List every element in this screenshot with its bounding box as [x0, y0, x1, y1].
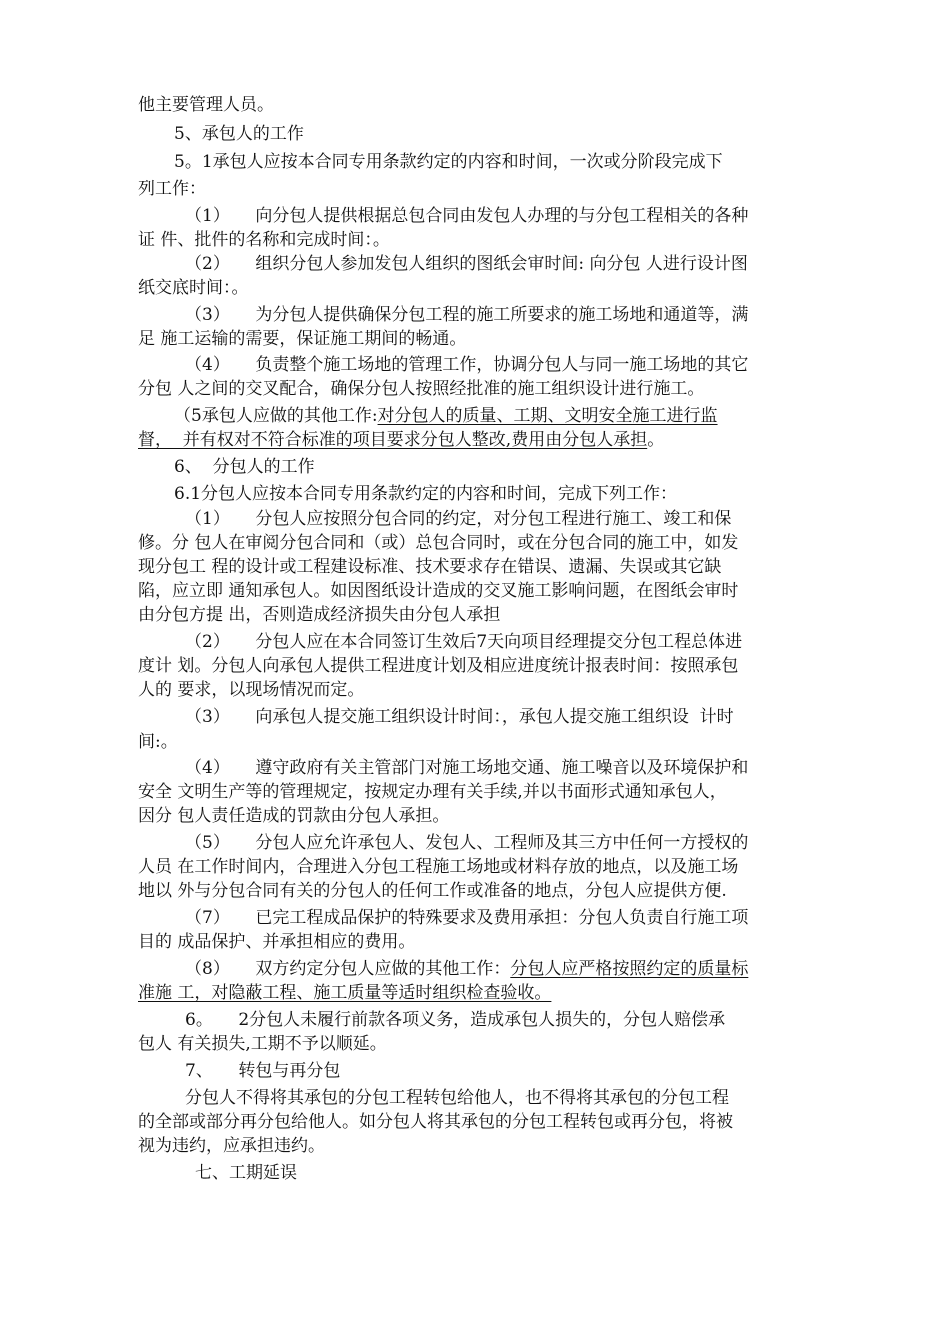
text-line — [174, 404, 718, 428]
text-line: （3） 向承包人提交施工组织设计时间：，承包人提交施工组织设 计时 — [185, 707, 734, 727]
text-line: 5。1承包人应按本合同专用条款约定的内容和时间，一次或分阶段完成下 — [174, 152, 723, 172]
text-line: 视为违约，应承担违约。 — [138, 1136, 325, 1156]
section-heading: 7、 转包与再分包 — [185, 1061, 341, 1081]
text-line: （5） 分包人应允许承包人、发包人、工程师及其三方中任何一方授权的 — [185, 833, 749, 853]
text-run: （8） 双方约定分包人应做的其他工作： — [185, 959, 511, 979]
text-line: （7） 已完工程成品保护的特殊要求及费用承担：分包人负责自行施工项 — [185, 908, 749, 928]
chapter-heading: 七、工期延误 — [195, 1163, 297, 1183]
text-line — [138, 428, 664, 452]
underlined-text: 准施 工，对隐蔽工程、施工质量等适时组织检查验收。 — [138, 983, 552, 1003]
text-line: 陷，应立即 通知承包人。如因图纸设计造成的交叉施工影响问题，在图纸会审时 — [138, 581, 739, 601]
text-run: （5承包人应做的其他工作: — [174, 406, 378, 426]
text-line: 足 施工运输的需要，保证施工期间的畅通。 — [138, 329, 467, 349]
text-run: 。 — [647, 430, 665, 450]
section-heading: 6、 分包人的工作 — [174, 457, 315, 477]
text-line: 间:。 — [138, 732, 178, 752]
text-line: 因分 包人责任造成的罚款由分包人承担。 — [138, 806, 450, 826]
text-line: 人员 在工作时间内，合理进入分包工程施工场地或材料存放的地点，以及施工场 — [138, 857, 739, 877]
underlined-text: 对分包人的质量、工期、文明安全施工进行监 — [377, 406, 718, 426]
text-line: （2） 分包人应在本合同签订生效后7天向项目经理提交分包工程总体进 — [185, 632, 743, 652]
underlined-text: 分包人应严格按照约定的质量标 — [510, 959, 749, 979]
text-line: 修。分 包人在审阅分包合同和（或）总包合同时，或在分包合同的施工中，如发 — [138, 533, 739, 553]
text-line: （1） 分包人应按照分包合同的约定，对分包工程进行施工、竣工和保 — [185, 509, 732, 529]
text-line: 6。 2分包人未履行前款各项义务，造成承包人损失的，分包人赔偿承 — [185, 1010, 726, 1030]
text-line: 由分包方提 出，否则造成经济损失由分包人承担 — [138, 605, 501, 625]
text-line — [138, 981, 551, 1005]
text-line: 分包人不得将其承包的分包工程转包给他人，也不得将其承包的分包工程 — [185, 1088, 729, 1108]
text-line: 目的 成品保护、并承担相应的费用。 — [138, 932, 416, 952]
text-line: （4） 负责整个施工场地的管理工作，协调分包人与同一施工场地的其它 — [185, 355, 749, 375]
text-line: 包人 有关损失,工期不予以顺延。 — [138, 1034, 387, 1054]
text-line: （2） 组织分包人参加发包人组织的图纸会审时间: 向分包 人进行设计图 — [185, 254, 748, 274]
text-line: （3） 为分包人提供确保分包工程的施工所要求的施工场地和通道等，满 — [185, 305, 749, 325]
text-line: 地以 外与分包合同有关的分包人的任何工作或准备的地点，分包人应提供方便. — [138, 881, 727, 901]
text-line: 证 件、批件的名称和完成时间：。 — [138, 230, 390, 250]
text-line: （1） 向分包人提供根据总包合同由发包人办理的与分包工程相关的各种 — [185, 206, 749, 226]
text-line: 他主要管理人员。 — [138, 95, 274, 115]
text-line: 安全 文明生产等的管理规定，按规定办理有关手续,并以书面形式通知承包人， — [138, 782, 727, 802]
text-line: 纸交底时间：。 — [138, 278, 249, 298]
section-heading: 5、承包人的工作 — [174, 124, 304, 144]
text-line — [185, 957, 748, 981]
text-line: 分包 人之间的交叉配合，确保分包人按照经批准的施工组织设计进行施工。 — [138, 379, 705, 399]
text-line: （4） 遵守政府有关主管部门对施工场地交通、施工噪音以及环境保护和 — [185, 758, 749, 778]
text-line: 6.1分包人应按本合同专用条款约定的内容和时间，完成下列工作： — [174, 484, 678, 504]
text-line: 现分包工 程的设计或工程建设标准、技术要求存在错误、遗漏、失误或其它缺 — [138, 557, 722, 577]
text-line: 人的 要求，以现场情况而定。 — [138, 680, 365, 700]
text-line: 度计 划。分包人向承包人提供工程进度计划及相应进度统计报表时间：按照承包 — [138, 656, 739, 676]
text-line: 列工作： — [138, 179, 206, 199]
text-line: 的全部或部分再分包给他人。如分包人将其承包的分包工程转包或再分包，将被 — [138, 1112, 733, 1132]
underlined-text: 督， 并有权对不符合标准的项目要求分包人整改,费用由分包人承担 — [138, 430, 648, 450]
